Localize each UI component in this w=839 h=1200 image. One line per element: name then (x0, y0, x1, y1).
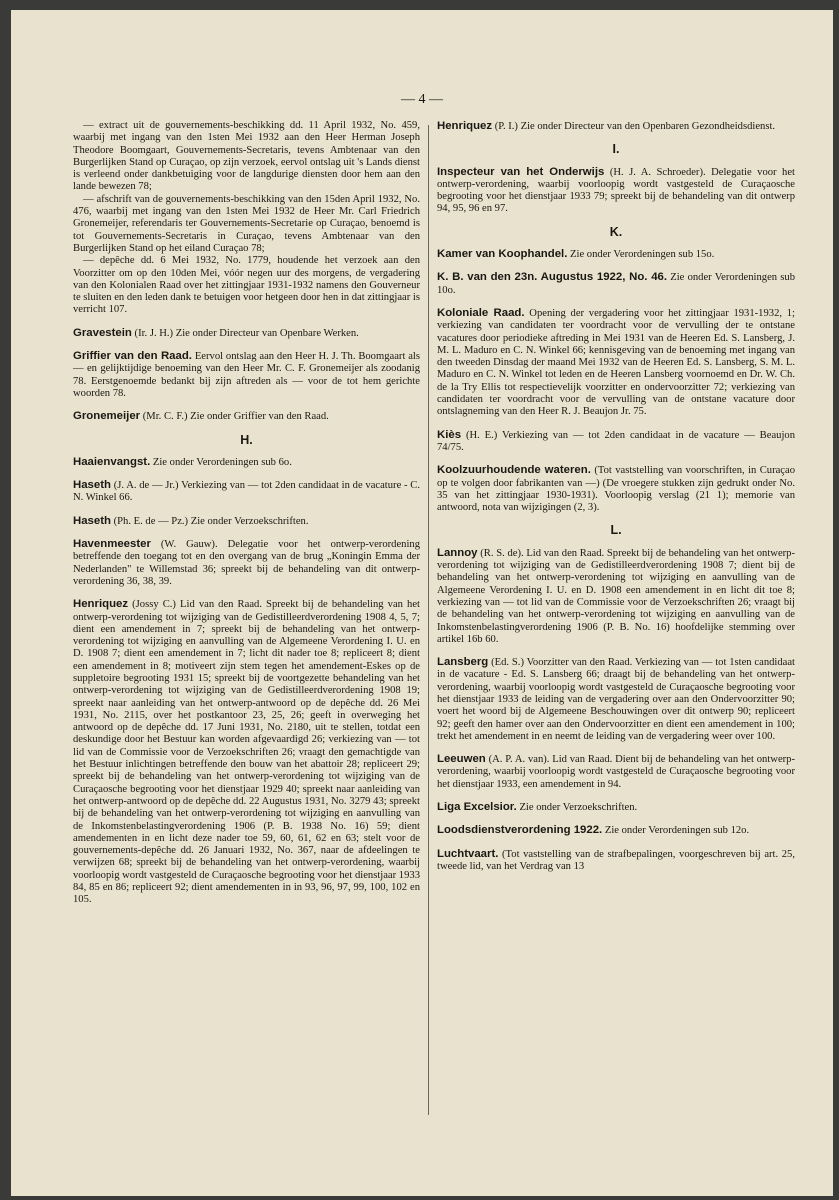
entry-text: Opening der vergadering voor het zittingjaar 1931-1932, 1; verkiezing van candidaten ter voordracht voor de vervulling der te ontstane vacatures door periodieke aftreding in Mei 1931 van de Heeren Ed. S. Lansberg, J. M. L. Maduro en C. N. Winkel 66; kennisgeving van de benoeming met ingang van den tweeden Dinsdag der maand Mei 1932 van de Heeren Ed. S. Lansberg, S. M. L. Maduro en C. N. Winkel tot leden en de Heeren Lansberg voornoemd en Dr. W. Ch. de la Try Ellis tot respectievelijk voorzitter en ondervoorzitter 72; verkiezing van candidaten ter voordracht voor de vervulling van de ontstane vacature door ontslagneming van den Heer R. J. Beaujon Jr. 75. (437, 307, 795, 418)
entry-head: Lannoy (437, 546, 478, 559)
entry-text: Zie onder Verordeningen sub 6o. (152, 456, 292, 468)
entry-text: Zie onder Verzoekschriften. (519, 802, 638, 814)
entry-henriquez-jossy (73, 598, 420, 906)
left-column (73, 120, 420, 917)
entry-kb (437, 271, 795, 297)
entry-head: Liga Excelsior. (437, 801, 517, 814)
section-letter-i: I. (612, 142, 620, 157)
entry-leeuwen (437, 753, 795, 791)
entry-loodsdienst (437, 824, 795, 837)
entry-head: Gronemeijer (73, 410, 141, 423)
entry-head: Havenmeester (73, 538, 151, 551)
entry-koloniale-raad (437, 307, 795, 419)
section-letter-h: H. (240, 432, 253, 447)
entry-henriquez-p (437, 120, 795, 133)
entry-intro (73, 120, 420, 317)
entry-head: Kamer van Koophandel. (437, 248, 568, 261)
entry-text: Eervol ontslag aan den Heer H. J. Th. Boomgaart als — en gelijktijdige benoeming van den Heer Mr. C. F. Gronemeijer als zoodanig 78. Eerstgenoemde bedankt bij zijn aftreden als — voor de tot hem gerichte woorden 78. (73, 351, 421, 399)
entry-head: Griffier van den Raad. (73, 350, 192, 363)
entry-text: (Ph. E. de — Pz.) Zie onder Verzoekschriften. (113, 515, 309, 527)
entry-text: (H. J. A. Schroeder). Delegatie voor het ontwerp-verordening, waarbij voorloopig wordt vastgesteld de Curaçaosche begrooting voor het dienstjaar 1933 79; spreekt bij de behandeling van dit ontwerp 94, 95, 96 en 97. (437, 166, 795, 215)
entry-head: Koolzuurhoudende wateren. (437, 464, 591, 477)
entry-head: Henriquez (73, 598, 129, 611)
entry-text: Zie onder Verordeningen sub 10o. (437, 272, 795, 296)
entry-text: (Mr. C. F.) Zie onder Griffier van den Raad. (142, 411, 329, 423)
entry-head: Henriquez (437, 120, 493, 132)
entry-lansberg (437, 656, 795, 743)
entry-head: Loodsdienstverordening 1922. (437, 824, 603, 837)
entry-head: Inspecteur van het Onderwijs (437, 165, 605, 178)
entry-text: (P. I.) Zie onder Directeur van den Openbaren Gezondheidsdienst. (494, 121, 776, 132)
entry-haaienvangst (73, 456, 420, 469)
entry-koolzuur (437, 464, 795, 514)
document-page (11, 10, 833, 1196)
entry-head: Lansberg (437, 656, 489, 669)
entry-gravestein (73, 327, 420, 340)
entry-text: (J. A. de — Jr.) Verkiezing van — tot 2den candidaat in de vacature - C. N. Winkel 66. (73, 480, 420, 504)
intro-paragraph: — extract uit de gouvernements-beschikking dd. 11 April 1932, No. 459, waarbij met ingang van den 1sten Mei 1932 aan den Heer Herman Joseph Theodore Boomgaart, Gouvernements-Secretaris, tevens Ambtenaar van den Burgerlijken Stand op Curaçao, op zijn verzoek, eervol ontslag uit 's Lands dienst is verleend onder dankbetuiging voor de langdurige diensten door hem aan den lande bewezen 78; (73, 120, 420, 193)
entry-head: Gravestein (73, 326, 132, 339)
section-letter-k: K. (609, 224, 623, 239)
entry-inspecteur (437, 166, 795, 216)
entry-text: Zie onder Verordeningen sub 12o. (604, 825, 750, 837)
right-column (437, 120, 795, 883)
entry-text: (Ir. J. H.) Zie onder Directeur van Openbare Werken. (134, 327, 359, 339)
section-letter-l: L. (610, 523, 622, 538)
entry-text: (A. P. A. van). Lid van Raad. Dient bij de behandeling van het ontwerp-verordening, waarbij voorloopig wordt vastgesteld de Curaçaosche begrooting voor het dienstjaar 1933, een amendement in 94. (437, 754, 795, 790)
entry-liga (437, 801, 795, 814)
intro-paragraph: — depêche dd. 6 Mei 1932, No. 1779, houdende het verzoek aan den Voorzitter om op den 10den Mei, vóór negen uur des morgens, de vergadering van den Kolonialen Raad over het zittingjaar 1931-1932 namens den Gouverneur te sluiten en den leden dank te betuigen voor hetgeen door hen in dat zittingjaar is verricht 107. (73, 255, 420, 316)
entry-griffier (73, 350, 420, 400)
entry-text: Zie onder Verordeningen sub 15o. (570, 249, 715, 261)
intro-paragraph: — afschrift van de gouvernements-beschikking van den 15den April 1932, No. 476, waarbij met ingang van den 1sten Mei 1932 de Heer Mr. Carl Friedrich Gronemeijer, referendaris ter Gouvernements-Secretarie op Curaçao, benoemd is tot Gouvernements-Secretaris in Curaçao, tevens Ambtenaar van den Burgerlijken Stand op het eiland Curaçao 78; (73, 193, 420, 254)
entry-head: Haseth (73, 514, 111, 527)
page-number: — 4 — (401, 92, 443, 107)
entry-lannoy (437, 547, 795, 646)
entry-text: (H. E.) Verkiezing van — tot 2den candidaat in de vacature — Beaujon 74/75. (437, 429, 795, 453)
entry-kies (437, 429, 795, 455)
entry-head: K. B. van den 23n. Augustus 1922, No. 46. (437, 271, 668, 284)
entry-head: Koloniale Raad. (437, 306, 525, 319)
entry-head: Haseth (73, 479, 111, 492)
entry-head: Luchtvaart. (437, 847, 499, 860)
entry-luchtvaart (437, 848, 795, 874)
entry-haseth-ja (73, 479, 420, 505)
entry-havenmeester (73, 538, 420, 588)
entry-haseth-ph (73, 515, 420, 528)
entry-gronemeijer (73, 410, 420, 423)
entry-head: Leeuwen (437, 753, 486, 766)
entry-text: (R. S. de). Lid van den Raad. Spreekt bij de behandeling van het ontwerp-verordening tot wijziging van de Gedistilleerdverordening 1908 7; dient bij de behandeling van het ontwerp-verordening tot wijziging en aanvulling van de Algemeene Verordening I. U. en D. 1908 een amendement in en licht dit toe 8; verkiezing van — tot lid van de Commissie voor de Verzoekschriften 26; vraagt bij de behandeling van het ontwerp-verordening tot wijziging en aanvulling van de Inkomstenbelastingverordening 1906 (P. B. No. 16) hoofdelijke stemming over artikel 16b 60. (437, 547, 795, 645)
entry-head: Kiès (437, 428, 462, 441)
entry-text: (Tot vaststelling van voorschriften, in Curaçao op te volgen door fabrikanten van —) (De vroegere stukken zijn gedrukt onder No. 35 van het zittingjaar 1930-1931). Voorloopig verslag (21 1); memorie van antwoord, nota van wijzigingen (2, 3). (437, 465, 795, 514)
entry-head: Haaienvangst. (73, 455, 151, 468)
entry-kamer (437, 248, 795, 261)
entry-text: (W. Gauw). Delegatie voor het ontwerp-verordening betreffende den toegang tot en den overgang van de brug „Koningin Emma der Nederlanden" te Willemstad 36; spreekt bij de behandeling van dit ontwerp-verordening 36, 38, 39. (73, 539, 420, 587)
entry-text: (Jossy C.) Lid van den Raad. Spreekt bij de behandeling van het ontwerp-verordening tot wijziging van de Gedistilleerdverordening 1908 4, 5, 7; dient een amendement in 7; spreekt bij de behandeling van het ontwerp-verordening tot wijziging en aanvulling van de Algemeene Verordening I. U. en D. 1908 7; dient een amendement in 7; licht dit nader toe 8; repliceert 8; dient een amendement in 8; motiveert zijn stem tegen het amendement-Eskes op de suppletoire begrooting 1931 15; spreekt bij de voortgezette behandeling van het ontwerp-verordening tot wijziging van de Gedistilleerdverordening 1908 19; spreekt naar aanleiding van het ontwerp-antwoord op de depêche dd. 26 Mei 1931, No. 2115, over het postkantoor 23, 25, 26; geeft in overweging het antwoord op de depêche dd. 17 Juni 1931, No. 2180, uit te stellen, totdat een deskundige door het Bestuur kan worden afgevaardigd 26; verkiezing van — tot lid van de Commissie voor de Verzoekschriften 26; vraagt den gemachtigde van het Bestuur inlichtingen betreffende den bouw van het abattoir 28; repliceert 29; spreekt bij de behandeling van het ontwerp-verordening tot wijziging van de Curaçaosche begrooting voor het dienstjaar 1929 40; spreekt naar aanleiding van het ontwerp-antwoord op de depêche dd. 22 Augustus 1931, No. 3279 43; spreekt bij de behandeling van het ontwerp-verordening tot wijziging en aanvulling van de Inkomstenbelastingverordening 1906 (P. B. 1938 No. 16) 59; dient amendementen in en licht deze nader toe 59, 60, 61, 62 en 63; stelt voor de gouvernements-depêche dd. 26 Januari 1932, No. 367, naar de afdeelingen te verwijzen 68; spreekt bij de behandeling van het ontwerp-verordening, waarbij voorloopig wordt vastgesteld de Curaçaosche begrooting voor het dienstjaar 1933 84, 85 en 86; repliceert 92; dient amendementen in in 93, 96, 97, 99, 100, 102 en 105. (73, 599, 420, 906)
entry-text: (Ed. S.) Voorzitter van den Raad. Verkiezing van — tot 1sten candidaat in de vacature - Ed. S. Lansberg 66; draagt bij de behandeling van het ontwerp-verordening, waarbij voorloopig wordt vastgesteld de Curaçaosche begrooting voor het dienstjaar 1933 de leiding van de vergadering over aan den Ondervoorzitter 90; voert het woord bij de Algemeene Beschouwingen over dit ontwerp 90; repliceert 92; geeft den hamer over aan den Ondervoorzitter en dient een amendement in 100; trekt het amendement in en neemt de leiding van de vergadering weer over 100. (437, 657, 796, 742)
column-divider (428, 125, 429, 1115)
entry-text: (Tot vaststelling van de strafbepalingen, voorgeschreven bij art. 25, tweede lid, van het Verdrag van 13 (437, 848, 795, 872)
